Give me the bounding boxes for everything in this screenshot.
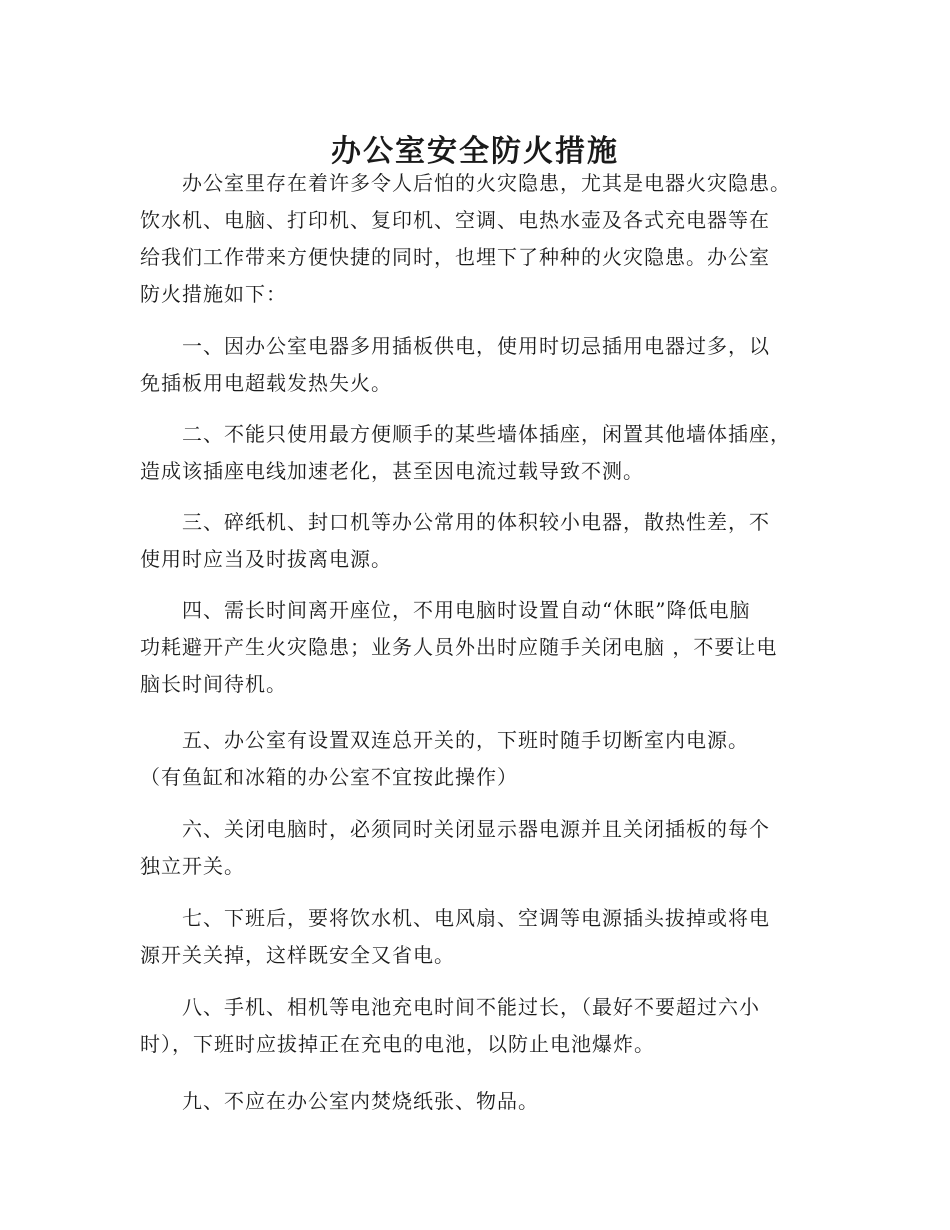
intro-line: 办公室里存在着许多令人后怕的火灾隐患，尤其是电器火灾隐患。 [140, 171, 791, 195]
measure-line: 七、下班后，要将饮水机、电风扇、空调等电源插头拔掉或将电 [140, 906, 770, 930]
measure-line: 独立开关。 [140, 854, 245, 878]
measure-7-paragraph [140, 900, 815, 974]
measure-line: 时），下班时应拔掉正在充电的电池，以防止电池爆炸。 [140, 1032, 655, 1056]
measure-line: 六、关闭电脑时，必须同时关闭显示器电源并且关闭插板的每个 [140, 817, 770, 841]
measure-4-paragraph [140, 592, 815, 703]
measure-line: 四、需长时间离开座位，不用电脑时设置自动“休眠”降低电脑 [140, 598, 751, 622]
measure-5-paragraph [140, 722, 815, 796]
intro-line: 给我们工作带来方便快捷的同时，也埋下了种种的火灾隐患。办公室 [140, 245, 770, 269]
measure-8-paragraph [140, 989, 815, 1063]
measure-line: 使用时应当及时拔离电源。 [140, 547, 392, 571]
measure-line: （有鱼缸和冰箱的办公室不宜按此操作） [140, 765, 518, 789]
measure-line: 八、手机、相机等电池充电时间不能过长，（最好不要超过六小 [140, 995, 760, 1019]
intro-line: 饮水机、电脑、打印机、复印机、空调、电热水壶及各式充电器等在 [140, 208, 770, 232]
measure-1-paragraph [140, 328, 815, 402]
measure-9-paragraph [140, 1083, 815, 1120]
measure-line: 功耗避开产生火灾隐患；业务人员外出时应随手关闭电脑 ，不要让电 [140, 635, 778, 659]
intro-paragraph [140, 165, 815, 313]
intro-line: 防火措施如下： [140, 282, 287, 306]
measure-2-paragraph [140, 416, 815, 490]
measure-line: 九、不应在办公室内焚烧纸张、物品。 [140, 1089, 539, 1113]
measure-line: 造成该插座电线加速老化，甚至因电流过载导致不测。 [140, 459, 644, 483]
measure-line: 免插板用电超载发热失火。 [140, 371, 392, 395]
measure-line: 源开关关掉，这样既安全又省电。 [140, 943, 455, 967]
measure-line: 五、办公室有设置双连总开关的，下班时随手切断室内电源。 [140, 728, 749, 752]
measure-line: 一、因办公室电器多用插板供电，使用时切忌插用电器过多，以 [140, 334, 770, 358]
measure-6-paragraph [140, 811, 815, 885]
document-title: 办公室安全防火措施 [331, 134, 619, 170]
measure-3-paragraph [140, 504, 815, 578]
measure-line: 脑长时间待机。 [140, 672, 287, 696]
measure-line: 三、碎纸机、封口机等办公常用的体积较小电器，散热性差，不 [140, 510, 770, 534]
measure-line: 二、不能只使用最方便顺手的某些墙体插座，闲置其他墙体插座， [140, 422, 791, 446]
